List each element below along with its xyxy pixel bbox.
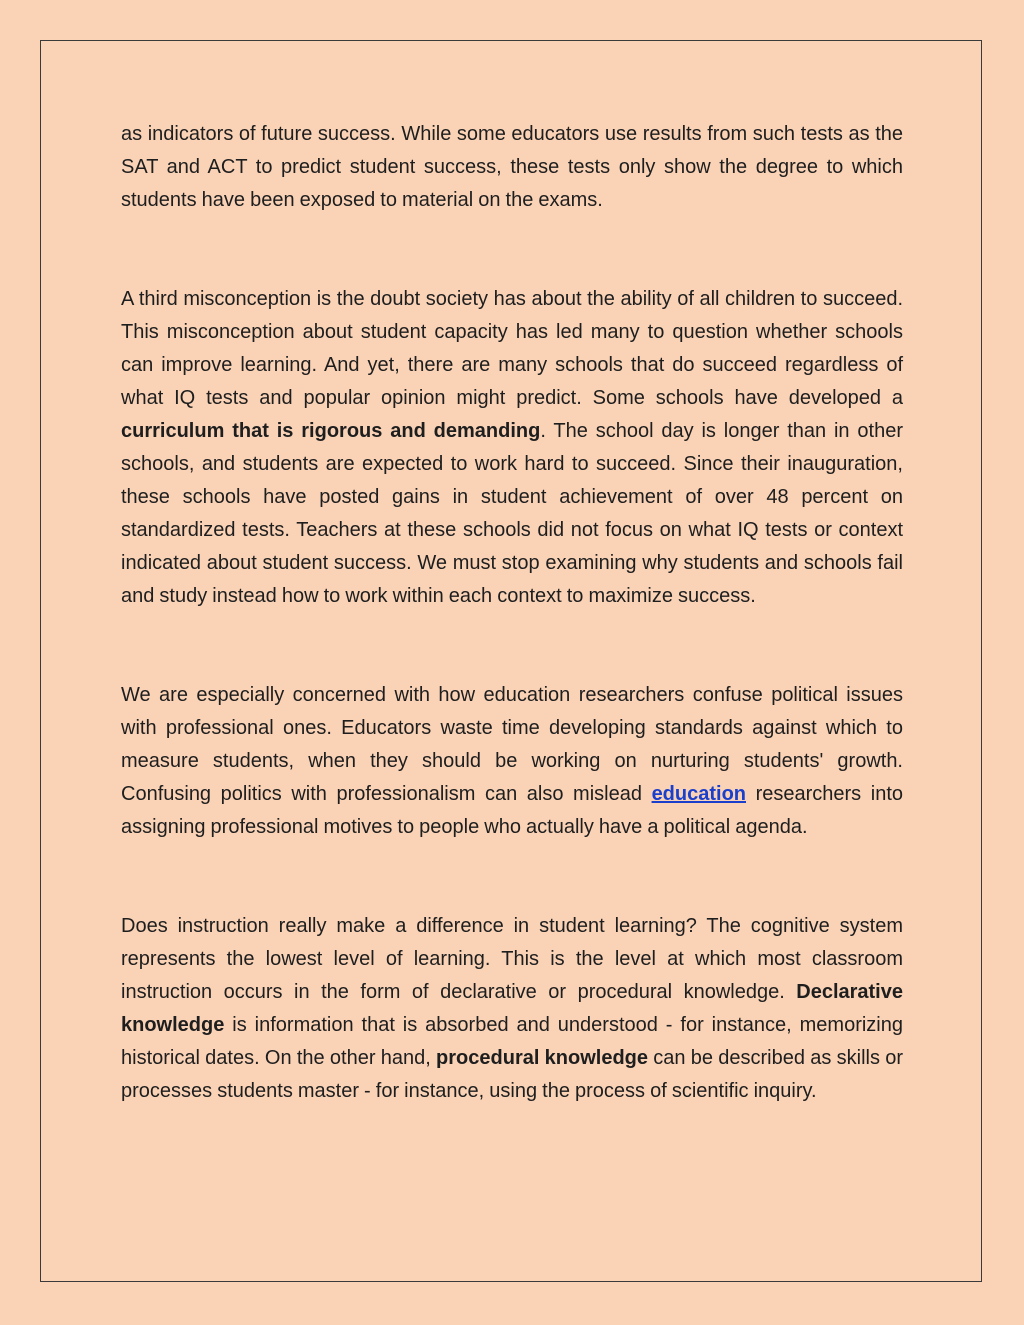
education-link[interactable]: education [651, 783, 747, 805]
paragraph-spacer [121, 844, 903, 910]
bold-phrase-procedural-knowledge: procedural knowledge [436, 1047, 649, 1069]
document-body [121, 118, 903, 1108]
paragraph-4-text-end: can be described as skills or processes students master - for instance, using the process of scientific inquiry. [121, 1047, 903, 1102]
paragraph-3-text-start: We are especially concerned with how education researchers confuse political issues with professional ones. Educators waste time developing standards against which to measure students, when they should be working on nurturing students' growth. Confusing politics with professionalism can also mislead [121, 684, 903, 805]
paragraph-4-text-start: Does instruction really make a difference in student learning? The cognitive system represents the lowest level of learning. This is the level at which most classroom instruction occurs in the form of declarative or procedural knowledge. [121, 915, 903, 1003]
paragraph-4 [121, 910, 903, 1108]
paragraph-spacer [121, 613, 903, 679]
bold-phrase-curriculum: curriculum that is rigorous and demanding [121, 420, 541, 442]
paragraph-spacer [121, 217, 903, 283]
paragraph-2 [121, 283, 903, 613]
paragraph-3 [121, 679, 903, 844]
paragraph-2-text-end: . The school day is longer than in other schools, and students are expected to work hard to succeed. Since their inauguration, these schools have posted gains in student achievement of over 48 percent on standardized tests. Teachers at these schools did not focus on what IQ tests or context indicated about student success. We must stop examining why students and schools fail and study instead how to work within each context to maximize success. [121, 420, 903, 607]
paragraph-3-text-end: researchers into assigning professional motives to people who actually have a political agenda. [121, 783, 903, 838]
paragraph-1 [121, 118, 903, 217]
bold-phrase-declarative-knowledge: Declarative knowledge [121, 981, 903, 1036]
paragraph-2-text-start: A third misconception is the doubt society has about the ability of all children to succeed. This misconception about student capacity has led many to question whether schools can improve learning. And yet, there are many schools that do succeed regardless of what IQ tests and popular opinion might predict. Some schools have developed a [121, 288, 903, 409]
paragraph-1-text: as indicators of future success. While some educators use results from such tests as the SAT and ACT to predict student success, these tests only show the degree to which students have been exposed to material on the exams. [121, 123, 903, 211]
paragraph-4-text-middle: is information that is absorbed and understood - for instance, memorizing historical dates. On the other hand, [121, 1014, 903, 1069]
